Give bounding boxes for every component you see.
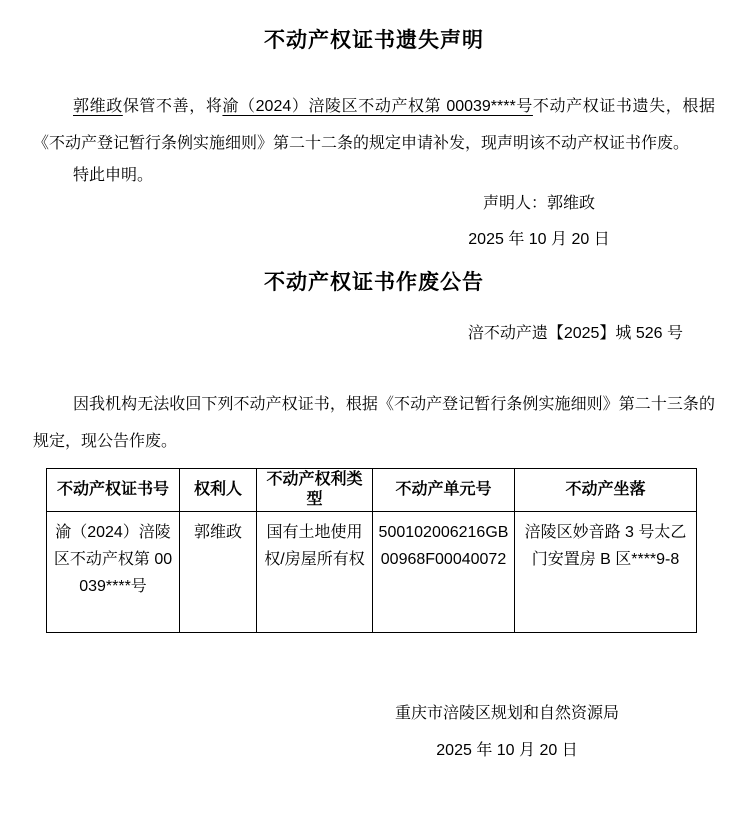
invalidation-notice-paragraph: 因我机构无法收回下列不动产权证书，根据《不动产登记暂行条例实施细则》第二十三条的规定，现公告作废。	[33, 396, 715, 450]
certificate-number-underlined: 渝（2024）涪陵区不动产权第 00039****号	[222, 98, 533, 115]
closing-statement: 特此申明。	[73, 167, 154, 184]
cell-right-type: 国有土地使用权/房屋所有权	[257, 512, 373, 633]
loss-declaration-paragraph	[33, 88, 715, 162]
paragraph-text-segment: 保管不善，将	[122, 98, 223, 115]
invalidation-notice-title: 不动产权证书作废公告	[264, 271, 484, 294]
loss-declaration-title: 不动产权证书遗失声明	[264, 29, 484, 52]
table-row	[47, 512, 697, 633]
declaration-signature-block	[399, 186, 679, 258]
notice-document-number: 涪不动产遗【2025】城 526 号	[467, 325, 683, 342]
certificate-table	[46, 468, 697, 633]
issuing-authority: 重庆市涪陵区规划和自然资源局	[394, 705, 619, 722]
cell-certificate-number: 渝（2024）涪陵区不动产权第 00039****号	[47, 512, 180, 633]
declaration-date: 2025 年 10 月 20 日	[468, 231, 610, 248]
table-header-right-holder: 权利人	[180, 469, 257, 512]
table-header-certificate-number: 不动产权证书号	[47, 469, 180, 512]
notice-date: 2025 年 10 月 20 日	[436, 742, 578, 759]
paragraph-text-segment: 不动产权证书遗失，根据《不动产登记暂行条例实施细则》第二十二条的规定申请补发，现声明该不动产权证书作废。	[33, 98, 715, 152]
declarant-name-underlined: 郭维政	[73, 98, 123, 115]
table-header-location: 不动产坐落	[515, 469, 697, 512]
cell-unit-number: 500102006216GB00968F00040072	[373, 512, 515, 633]
table-header-right-type: 不动产权利类型	[257, 469, 373, 512]
cell-location: 涪陵区妙音路 3 号太乙门安置房 B 区****9-8	[515, 512, 697, 633]
table-header-row	[47, 469, 697, 512]
table-header-unit-number: 不动产单元号	[373, 469, 515, 512]
notice-signature-block	[357, 695, 657, 769]
declarant-line: 声明人：郭维政	[482, 195, 595, 212]
cell-right-holder: 郭维政	[180, 512, 257, 633]
